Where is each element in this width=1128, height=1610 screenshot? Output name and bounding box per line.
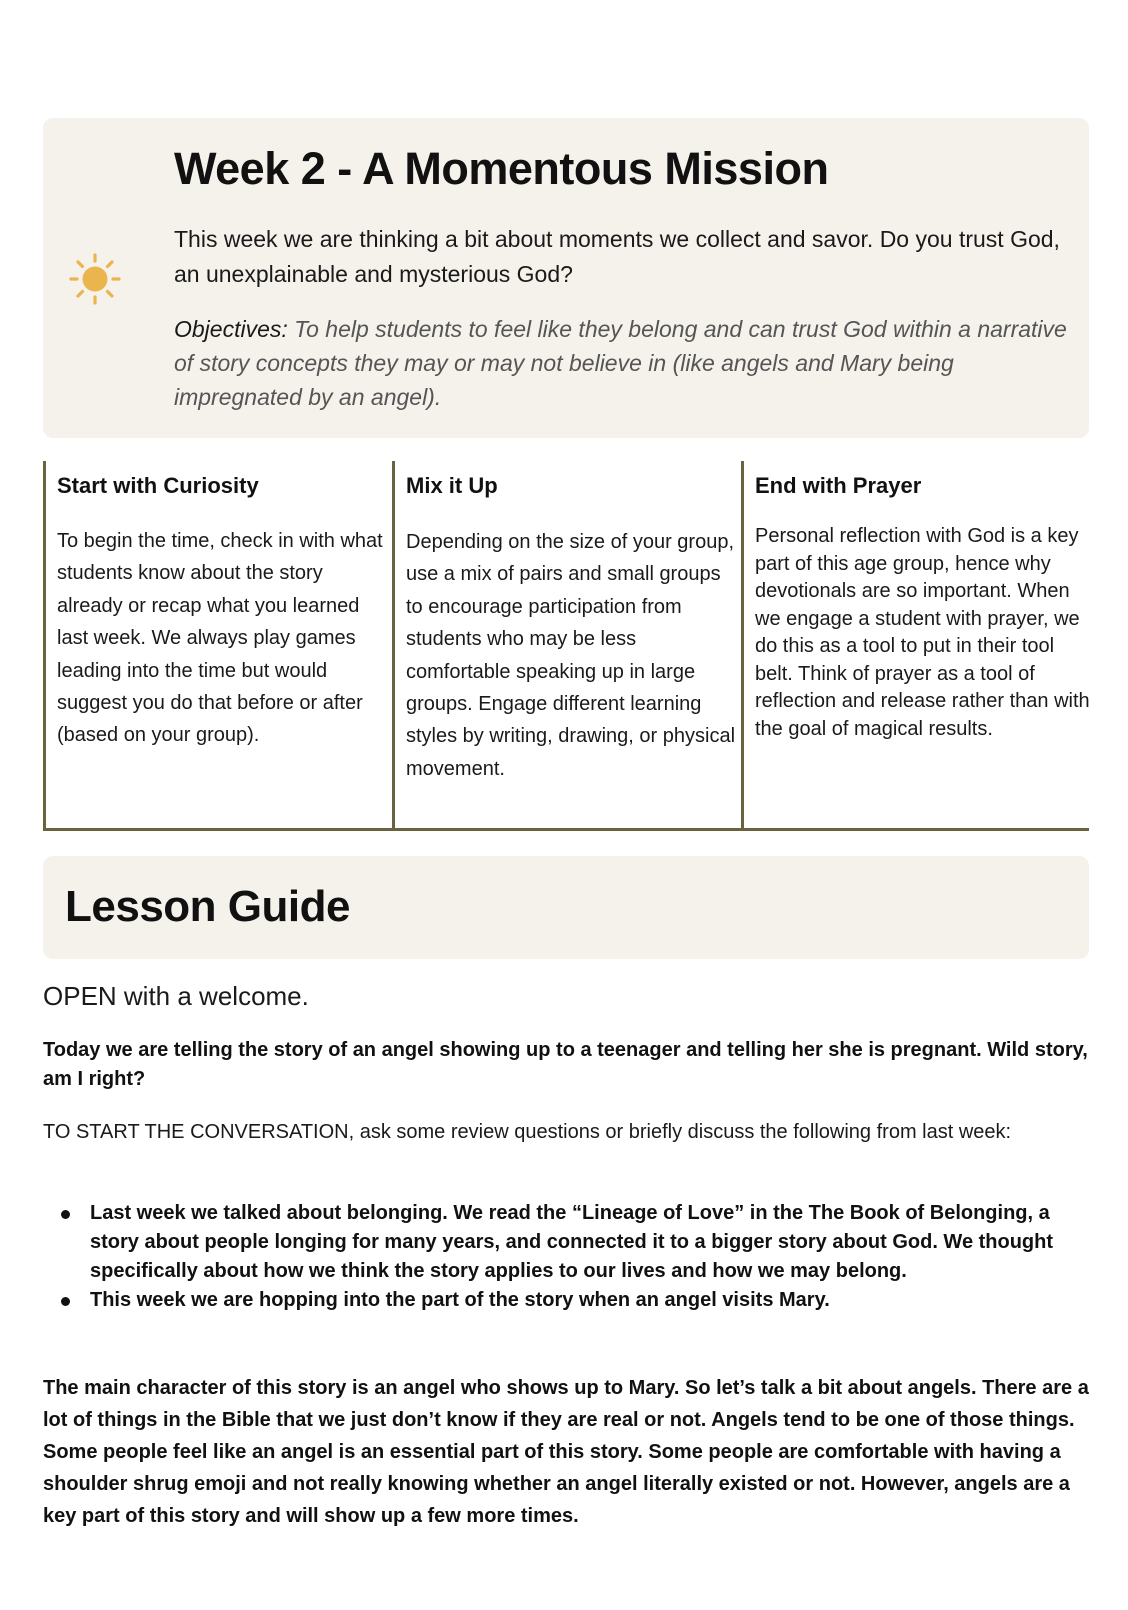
list-item-text: Last week we talked about belonging. We read the “Lineage of Love” in the The Book of Belonging, a story about people longing for many years, and connected it to a bigger story about God. We thought specifically about how we think the story applies to our lives and how we may belong. <box>90 1202 1054 1282</box>
review-bullet-list <box>43 1199 1093 1315</box>
bullet-dot <box>61 1210 70 1219</box>
column-heading: End with Prayer <box>755 473 922 498</box>
column-body: To begin the time, check in with what students know about the story already or recap what you learned last week. We always play games leading into the time but would suggest you do that before or after (based on your group). <box>57 530 383 747</box>
tips-columns <box>43 461 1089 831</box>
today-statement: Today we are telling the story of an angel showing up to a teenager and telling her she is pregnant. Wild story, am I right? <box>43 1039 1088 1090</box>
lesson-guide-banner <box>43 856 1089 959</box>
start-conversation-instruction: TO START THE CONVERSATION, ask some review questions or briefly discuss the following from last week: <box>43 1121 1012 1143</box>
column-start-with-curiosity <box>43 461 391 828</box>
list-item-text: This week we are hopping into the part of the story when an angel visits Mary. <box>90 1289 830 1311</box>
lesson-guide-title: Lesson Guide <box>65 882 350 931</box>
column-body: Personal reflection with God is a key part of this age group, hence why devotionals are so important. When we engage a student with prayer, we do this as a tool to put in their tool belt. Think of prayer as a tool of reflection and release rather than with the goal of magical results. <box>755 525 1090 740</box>
week-intro: This week we are thinking a bit about moments we collect and savor. Do you trust God, an unexplainable and mysterious God? <box>174 226 1060 287</box>
angels-paragraph: The main character of this story is an angel who shows up to Mary. So let’s talk a bit about angels. There are a lot of things in the Bible that we just don’t know if they are real or not. Angels tend to be one of those things. Some people feel like an angel is an essential part of this story. Some people are comfortable with having a shoulder shrug emoji and not really knowing whether an angel literally existed or not. However, angels are a key part of this story and will show up a few more times. <box>43 1377 1089 1527</box>
list-item <box>43 1286 1093 1315</box>
open-instruction: OPEN with a welcome. <box>43 981 309 1011</box>
column-heading: Start with Curiosity <box>57 473 259 498</box>
list-item <box>43 1199 1093 1286</box>
bullet-dot <box>61 1297 70 1306</box>
objectives <box>174 312 1079 414</box>
week-title: Week 2 - A Momentous Mission <box>174 143 829 194</box>
column-end-with-prayer <box>741 461 1089 828</box>
sun-icon <box>69 253 121 305</box>
objectives-text: To help students to feel like they belong and can trust God within a narrative of story concepts they may or may not believe in (like angels and Mary being impregnated by an angel). <box>174 316 1067 410</box>
column-mix-it-up <box>392 461 740 828</box>
column-heading: Mix it Up <box>406 473 498 498</box>
objectives-label: Objectives: <box>174 316 288 342</box>
column-body: Depending on the size of your group, use a mix of pairs and small groups to encourage participation from students who may be less comfortable speaking up in large groups. Engage different learning styles by writing, drawing, or physical movement. <box>406 531 736 780</box>
